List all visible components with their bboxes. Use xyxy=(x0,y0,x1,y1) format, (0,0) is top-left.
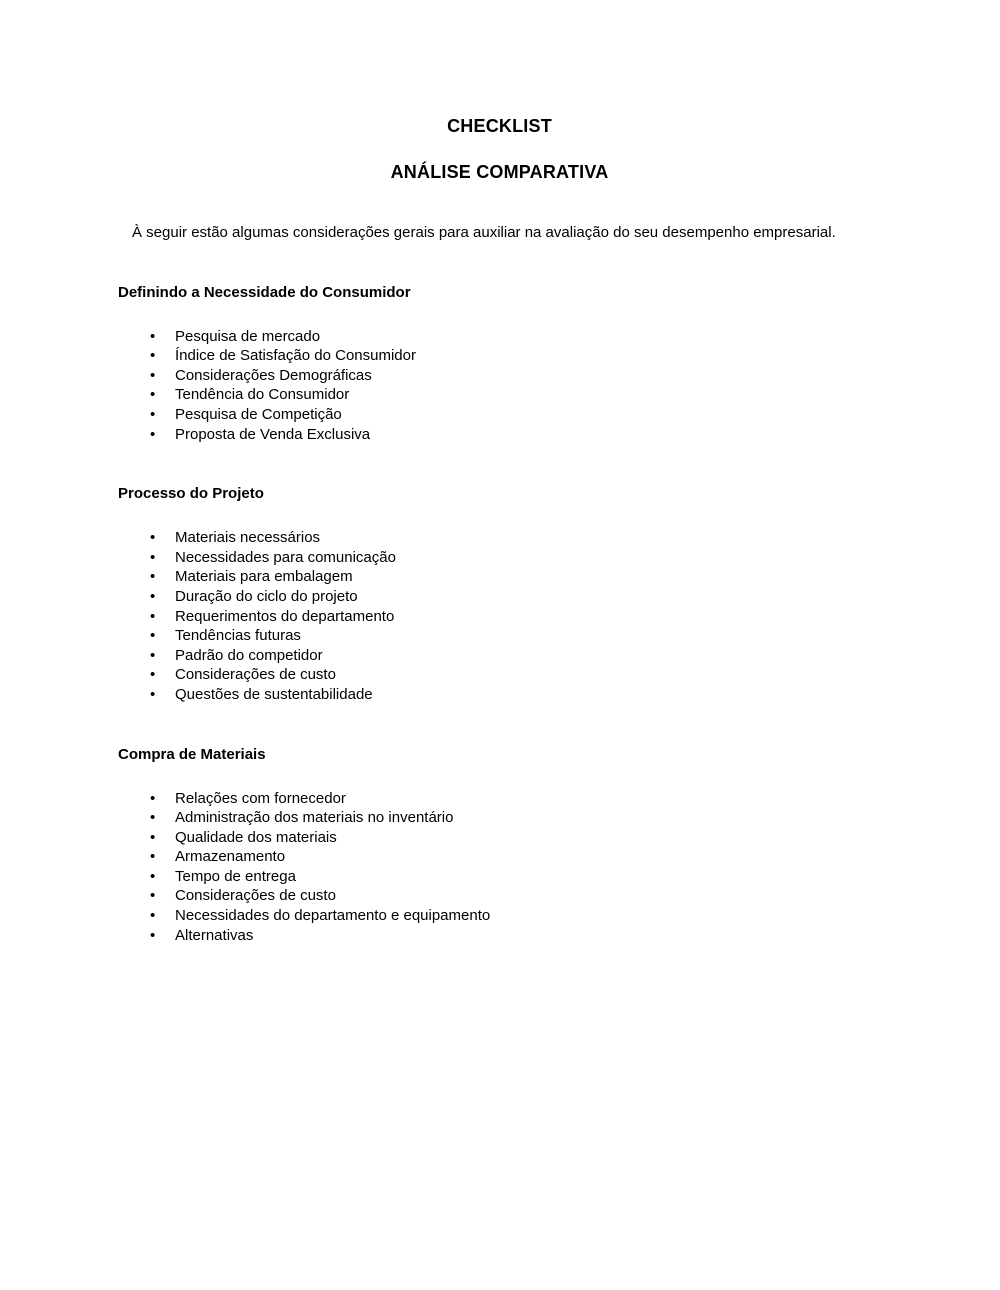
list-item xyxy=(150,906,881,926)
bullet-icon: • xyxy=(150,568,156,586)
list-item-text: Tempo de entrega xyxy=(175,867,296,885)
list-item-text: Duração do ciclo do projeto xyxy=(175,587,358,605)
bullet-icon: • xyxy=(150,366,156,384)
bullet-icon: • xyxy=(150,425,156,443)
bullet-icon: • xyxy=(150,809,156,827)
list-item xyxy=(150,366,881,386)
document-subtitle: ANÁLISE COMPARATIVA xyxy=(390,162,609,182)
list-item xyxy=(150,789,881,809)
list-item xyxy=(150,567,881,587)
bullet-icon: • xyxy=(150,887,156,905)
list-item-text: Considerações de custo xyxy=(175,666,336,684)
list-item-text: Tendência do Consumidor xyxy=(175,386,350,404)
section-project-process xyxy=(118,484,881,704)
document-title: CHECKLIST xyxy=(447,116,552,136)
list-item xyxy=(150,425,881,445)
list-item xyxy=(150,528,881,548)
list-item xyxy=(150,385,881,405)
list-item-text: Pesquisa de mercado xyxy=(175,327,321,345)
list-item-text: Armazenamento xyxy=(175,848,286,866)
bullet-icon: • xyxy=(150,907,156,925)
bullet-icon: • xyxy=(150,926,156,944)
bullet-icon: • xyxy=(150,666,156,684)
list-item xyxy=(150,587,881,607)
list-item-text: Materiais para embalagem xyxy=(175,568,353,586)
bullet-icon: • xyxy=(150,386,156,404)
list-item-text: Considerações de custo xyxy=(175,887,336,905)
bullet-icon: • xyxy=(150,627,156,645)
bullet-icon: • xyxy=(150,789,156,807)
bullet-icon: • xyxy=(150,548,156,566)
list-item xyxy=(150,548,881,568)
section-heading: Definindo a Necessidade do Consumidor xyxy=(118,283,411,301)
bullet-icon: • xyxy=(150,327,156,345)
list-item xyxy=(150,405,881,425)
list-item xyxy=(150,926,881,946)
section-heading: Compra de Materiais xyxy=(118,745,266,763)
section-heading: Processo do Projeto xyxy=(118,485,264,503)
bullet-icon: • xyxy=(150,828,156,846)
list-item-text: Pesquisa de Competição xyxy=(175,405,342,423)
bullet-list xyxy=(118,789,881,946)
list-item xyxy=(150,665,881,685)
list-item xyxy=(150,626,881,646)
intro-paragraph: À seguir estão algumas considerações gerais para auxiliar na avaliação do seu desempenho empresarial. xyxy=(132,224,836,241)
bullet-icon: • xyxy=(150,587,156,605)
bullet-icon: • xyxy=(150,607,156,625)
list-item xyxy=(150,867,881,887)
list-item xyxy=(150,808,881,828)
list-item-text: Qualidade dos materiais xyxy=(175,828,337,846)
section-defining-consumer-need xyxy=(118,283,881,445)
list-item-text: Tendências futuras xyxy=(175,627,301,645)
list-item-text: Questões de sustentabilidade xyxy=(175,685,373,703)
bullet-icon: • xyxy=(150,529,156,547)
list-item xyxy=(150,847,881,867)
list-item-text: Administração dos materiais no inventário xyxy=(175,809,454,827)
list-item-text: Materiais necessários xyxy=(175,529,321,547)
list-item-text: Considerações Demográficas xyxy=(175,366,372,384)
list-item xyxy=(150,346,881,366)
bullet-icon: • xyxy=(150,646,156,664)
list-item-text: Proposta de Venda Exclusiva xyxy=(175,425,371,443)
list-item xyxy=(150,828,881,848)
bullet-list xyxy=(118,528,881,704)
list-item-text: Relações com fornecedor xyxy=(175,789,346,807)
bullet-icon: • xyxy=(150,347,156,365)
list-item xyxy=(150,685,881,705)
list-item xyxy=(150,886,881,906)
list-item xyxy=(150,327,881,347)
list-item-text: Padrão do competidor xyxy=(175,646,323,664)
bullet-icon: • xyxy=(150,867,156,885)
list-item-text: Alternativas xyxy=(175,926,254,944)
section-materials-purchase xyxy=(118,745,881,946)
bullet-icon: • xyxy=(150,685,156,703)
list-item-text: Necessidades para comunicação xyxy=(175,548,396,566)
list-item xyxy=(150,607,881,627)
list-item-text: Necessidades do departamento e equipamento xyxy=(175,907,491,925)
list-item-text: Índice de Satisfação do Consumidor xyxy=(175,347,416,365)
bullet-list xyxy=(118,327,881,445)
bullet-icon: • xyxy=(150,405,156,423)
list-item-text: Requerimentos do departamento xyxy=(175,607,395,625)
list-item xyxy=(150,646,881,666)
bullet-icon: • xyxy=(150,848,156,866)
